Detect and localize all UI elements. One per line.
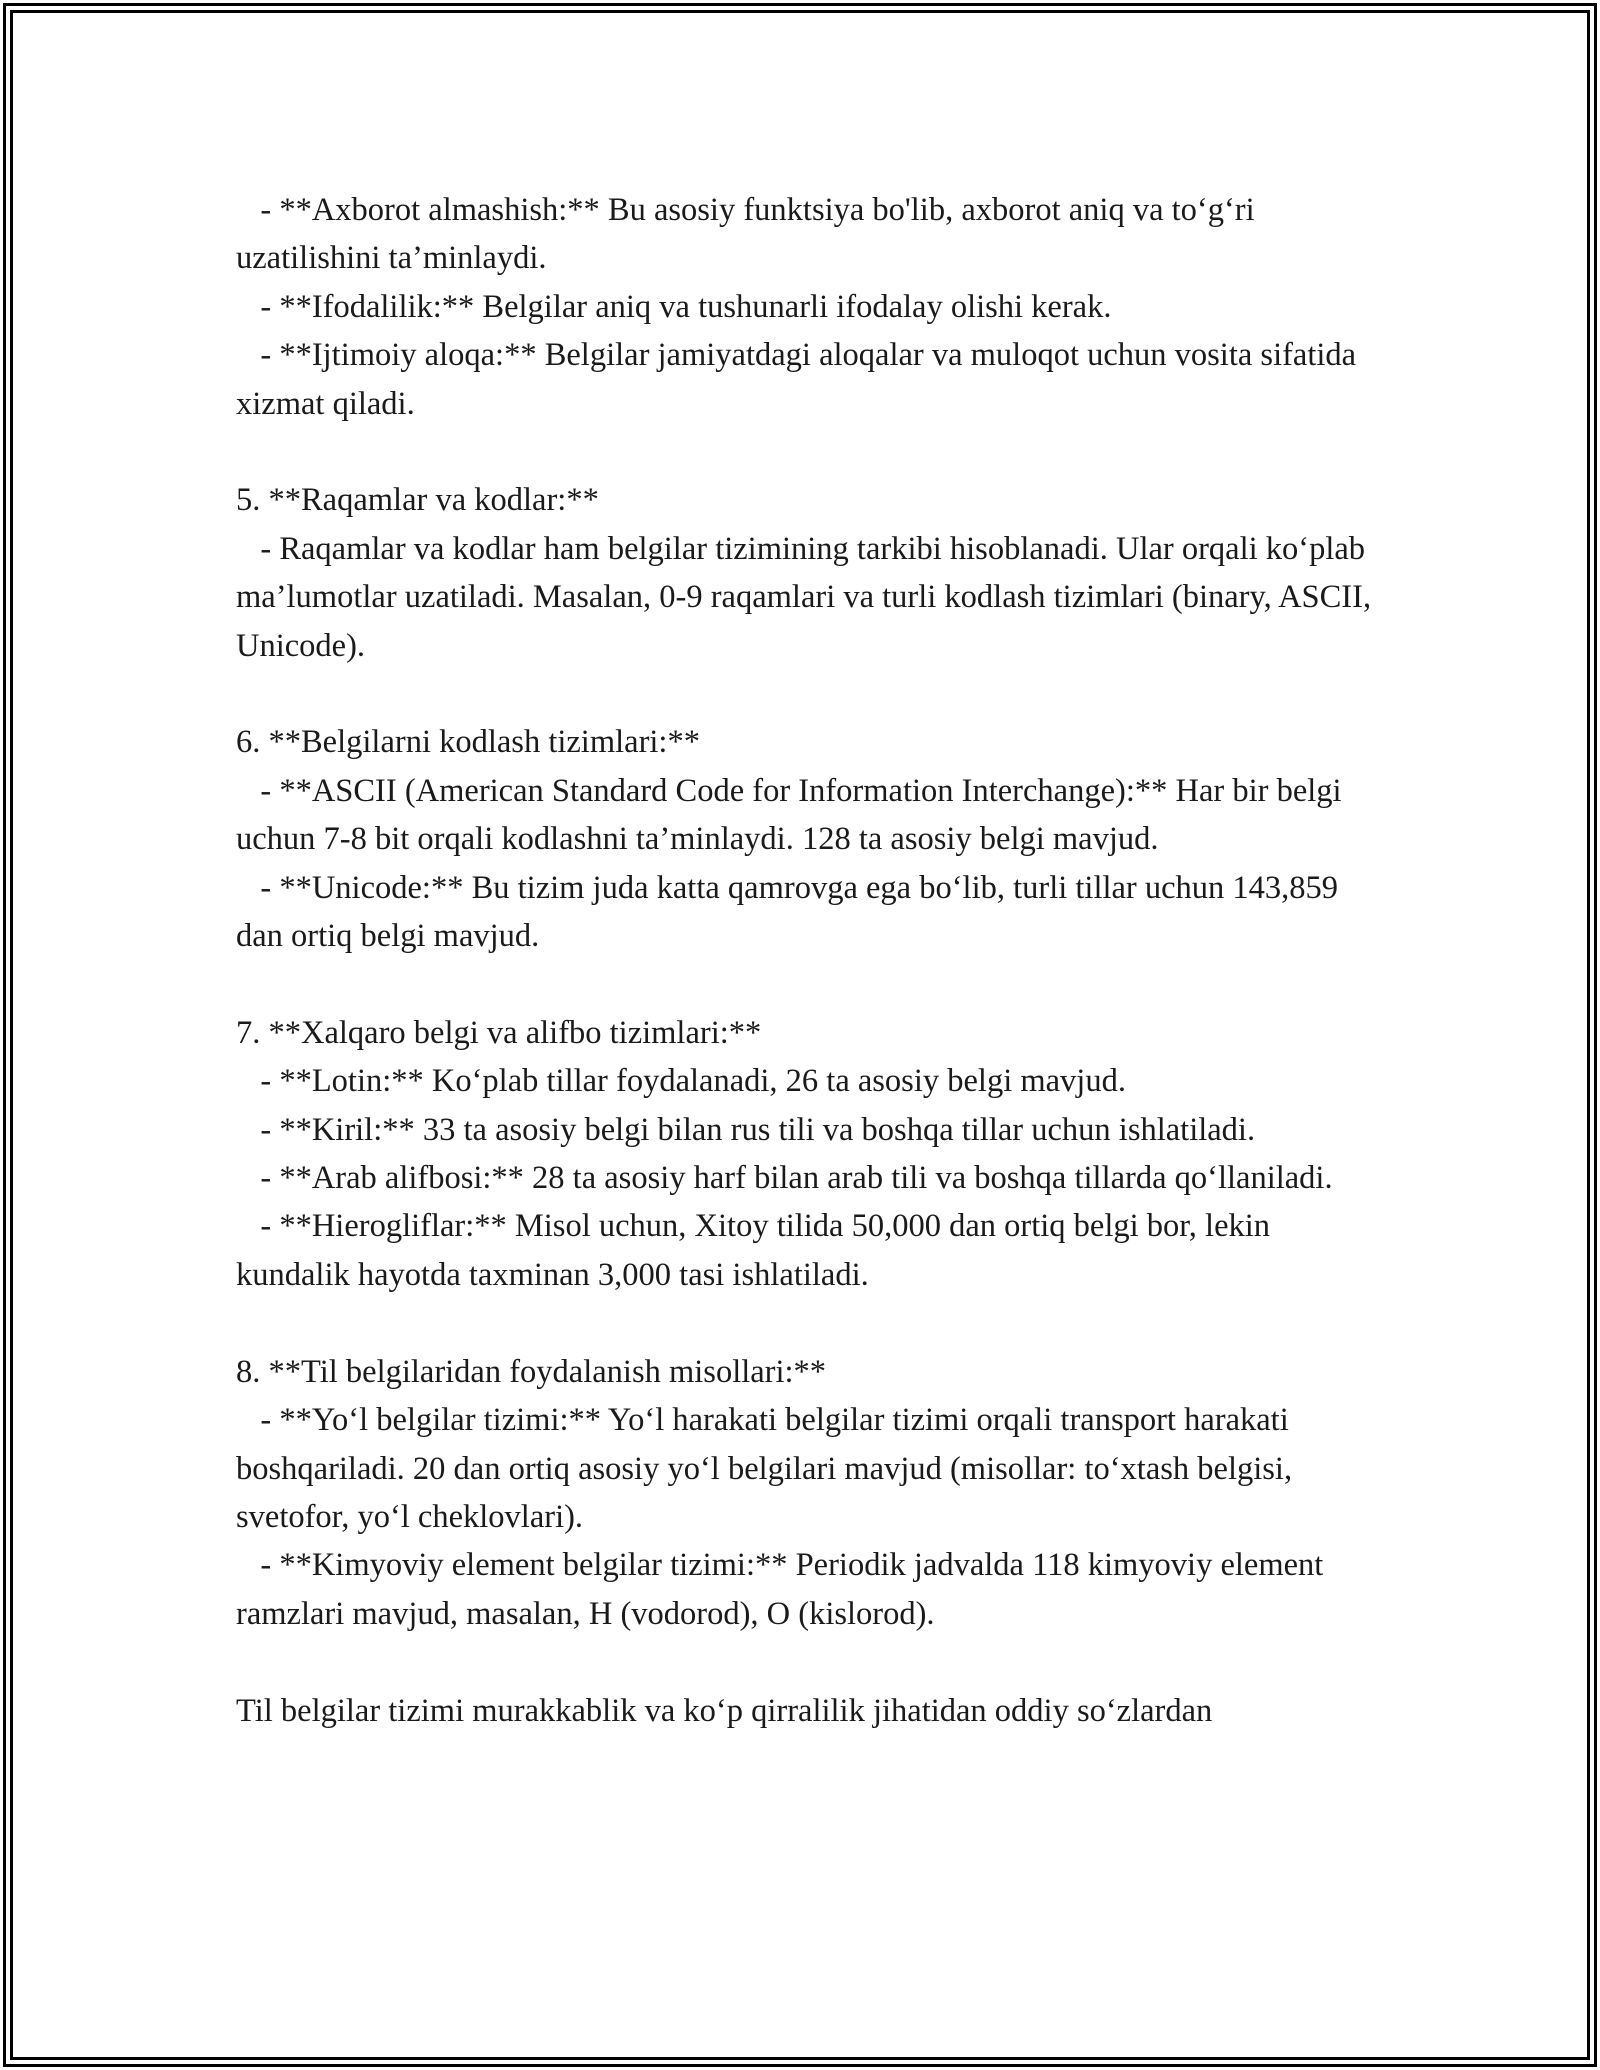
bullet-ascii: - **ASCII (American Standard Code for Information Interchange):** Har bir belgi uchun 7-8 bit orqali kodlashni ta’minlaydi. 128 ta asosiy belgi mavjud.: [236, 772, 1350, 858]
heading-raqamlar-va-kodlar: 5. **Raqamlar va kodlar:**: [236, 482, 599, 519]
bullet-ifodalilik: - **Ifodalilik:** Belgilar aniq va tushunarli ifodalay olishi kerak.: [236, 288, 1112, 325]
bullet-yol-belgilar: - **Yo‘l belgilar tizimi:** Yo‘l harakati belgilar tizimi orqali transport harakati boshqariladi. 20 dan ortiq asosiy yo‘l belgilari mavjud (misollar: to‘xtash belgisi, svetofor, yo‘l cheklovlari).: [236, 1402, 1301, 1535]
paragraph-gap: [236, 670, 1376, 718]
document-body: [236, 186, 1380, 1735]
heading-kodlash-tizimlari: 6. **Belgilarni kodlash tizimlari:**: [236, 724, 700, 761]
closing-paragraph: Til belgilar tizimi murakkablik va ko‘p qirralilik jihatidan oddiy so‘zlardan: [236, 1692, 1213, 1729]
bullet-axborot-almashish: - **Axborot almashish:** Bu asosiy funktsiya bo'lib, axborot aniq va to‘g‘ri uzatilishini ta’minlaydi.: [236, 192, 1263, 277]
bullet-hierogliflar: - **Hierogliflar:** Misol uchun, Xitoy tilida 50,000 dan ortiq belgi bor, lekin kundalik hayotda taxminan 3,000 tasi ishlatiladi.: [236, 1208, 1279, 1293]
heading-foydalanish-misollari: 8. **Til belgilaridan foydalanish misollari:**: [236, 1353, 827, 1390]
paragraph-gap: [236, 1638, 1376, 1686]
bullet-kiril: - **Kiril:** 33 ta asosiy belgi bilan rus tili va boshqa tillar uchun ishlatiladi.: [236, 1111, 1256, 1148]
paragraph-gap: [236, 428, 1376, 476]
paragraph-gap: [236, 960, 1376, 1008]
bullet-ijtimoiy-aloqa: - **Ijtimoiy aloqa:** Belgilar jamiyatdagi aloqalar va muloqot uchun vosita sifatida xizmat qiladi.: [236, 337, 1365, 422]
heading-alifbo-tizimlari: 7. **Xalqaro belgi va alifbo tizimlari:**: [236, 1014, 762, 1051]
bullet-unicode: - **Unicode:** Bu tizim juda katta qamrovga ega bo‘lib, turli tillar uchun 143,859 dan ortiq belgi mavjud.: [236, 869, 1347, 955]
bullet-kimyoviy-element: - **Kimyoviy element belgilar tizimi:** Periodik jadvalda 118 kimyoviy element ramzlari mavjud, masalan, H (vodorod), O (kislorod).: [236, 1547, 1332, 1632]
bullet-lotin: - **Lotin:** Ko‘plab tillar foydalanadi, 26 ta asosiy belgi mavjud.: [236, 1063, 1126, 1100]
bullet-arab-alifbosi: - **Arab alifbosi:** 28 ta asosiy harf bilan arab tili va boshqa tillarda qo‘llaniladi.: [236, 1160, 1333, 1197]
bullet-raqamlar-kodlar: - Raqamlar va kodlar ham belgilar tizimining tarkibi hisoblanadi. Ular orqali ko‘plab ma’lumotlar uzatiladi. Masalan, 0-9 raqamlari va turli kodlash tizimlari (binary, ASCII, Unicode).: [236, 530, 1380, 664]
paragraph-gap: [236, 1299, 1376, 1347]
